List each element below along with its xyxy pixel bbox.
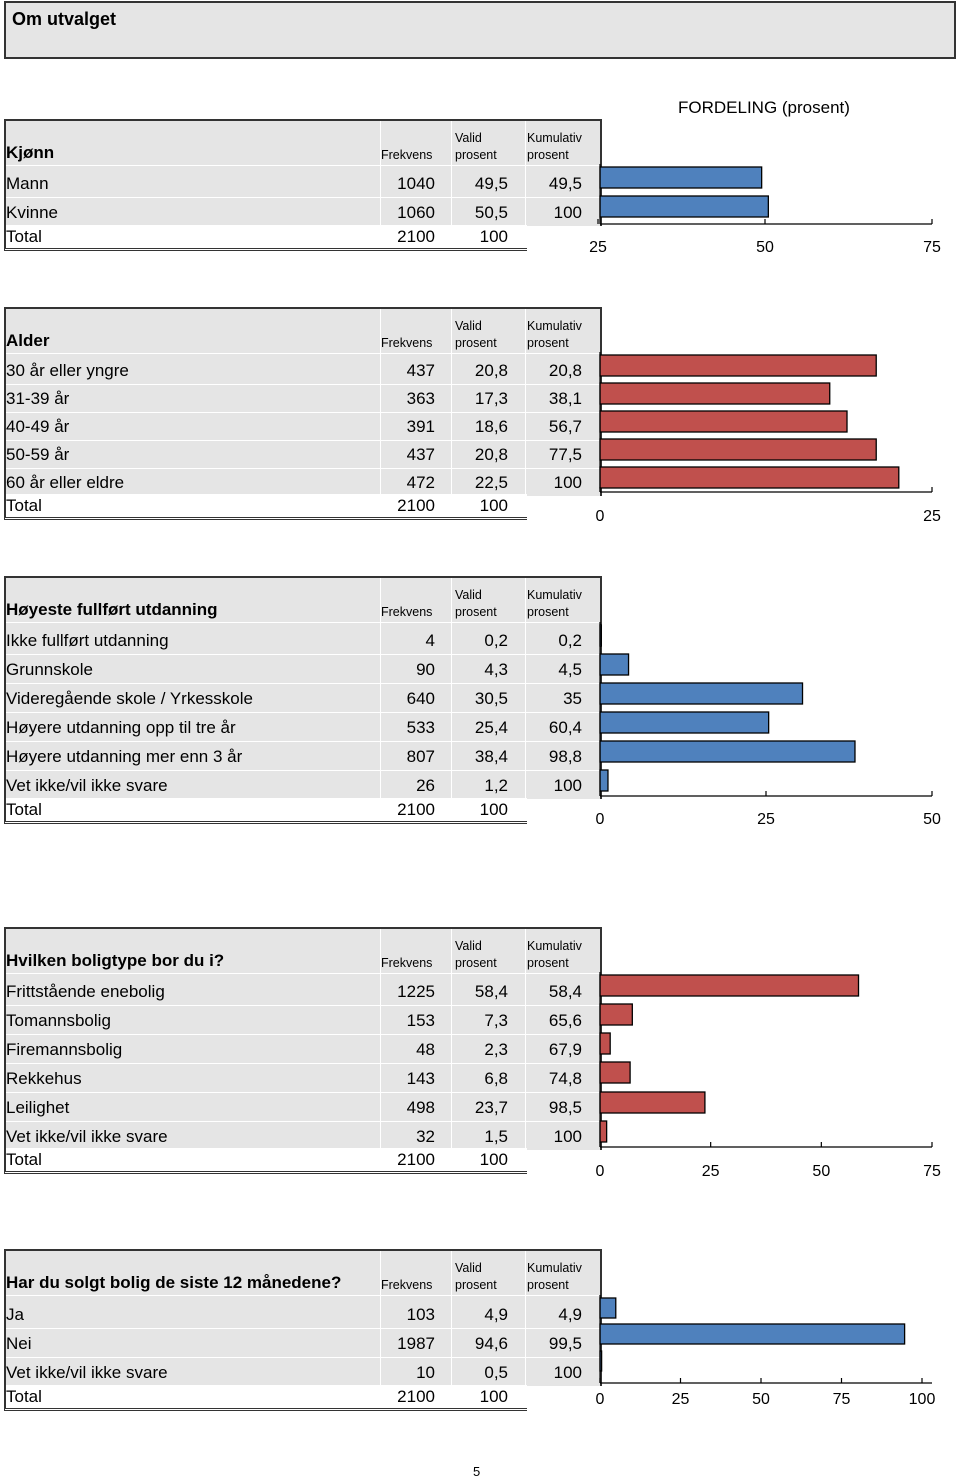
row-valid-prosent: 22,5: [474, 473, 508, 492]
row-frekvens: 90: [416, 660, 435, 679]
row-valid-prosent: 0,2: [484, 631, 508, 650]
total-valid-prosent: 100: [479, 496, 508, 515]
bar: [600, 741, 855, 762]
row-frekvens: 1060: [397, 203, 435, 222]
header-valid-prosent: Valid: [455, 131, 482, 145]
header-kumulativ-prosent: prosent: [527, 1278, 569, 1292]
header-frekvens: Frekvens: [381, 148, 433, 162]
bar: [600, 1004, 632, 1025]
tick-label: 75: [923, 239, 941, 256]
tick-label: 0: [595, 508, 605, 525]
bar: [600, 355, 876, 376]
tick-label: 0: [595, 1391, 605, 1408]
row-divider: [6, 770, 600, 771]
row-label: 50-59 år: [6, 445, 70, 464]
row-divider: [6, 622, 600, 623]
header-valid-prosent: prosent: [455, 148, 497, 162]
row-frekvens: 1040: [397, 174, 435, 193]
header-frekvens: Frekvens: [381, 1278, 433, 1292]
total-row: [4, 225, 527, 251]
total-row: [4, 494, 527, 520]
column-divider: [525, 1251, 526, 1388]
row-divider: [6, 353, 600, 354]
row-label: 30 år eller yngre: [6, 361, 129, 380]
row-label: Nei: [6, 1334, 32, 1353]
total-label: Total: [6, 1387, 42, 1406]
row-frekvens: 807: [406, 747, 435, 766]
row-valid-prosent: 38,4: [474, 747, 508, 766]
row-divider: [6, 440, 600, 441]
tick-label: 25: [757, 811, 775, 828]
row-label: Frittstående enebolig: [6, 982, 165, 1001]
total-valid-prosent: 100: [479, 227, 508, 246]
bar: [600, 411, 847, 432]
tick-label: 25: [589, 239, 607, 256]
total-row: [4, 1148, 527, 1174]
row-kumulativ-prosent: 38,1: [548, 389, 582, 408]
column-divider: [525, 929, 526, 1152]
row-kumulativ-prosent: 56,7: [548, 417, 582, 436]
row-divider: [6, 197, 600, 198]
row-kumulativ-prosent: 99,5: [548, 1334, 582, 1353]
row-divider: [6, 973, 600, 974]
bar: [600, 683, 803, 704]
column-divider: [525, 121, 526, 228]
row-frekvens: 32: [416, 1127, 435, 1146]
row-frekvens: 437: [406, 361, 435, 380]
row-label: Tomannsbolig: [6, 1011, 111, 1030]
row-kumulativ-prosent: 98,8: [548, 747, 582, 766]
row-valid-prosent: 58,4: [474, 982, 508, 1001]
header-kumulativ-prosent: prosent: [527, 336, 569, 350]
column-divider: [451, 578, 452, 801]
row-valid-prosent: 2,3: [484, 1040, 508, 1059]
row-kumulativ-prosent: 65,6: [548, 1011, 582, 1030]
total-frekvens: 2100: [397, 1387, 435, 1406]
header-kumulativ-prosent: Kumulativ: [527, 319, 582, 333]
row-frekvens: 498: [406, 1098, 435, 1117]
header-valid-prosent: Valid: [455, 319, 482, 333]
row-kumulativ-prosent: 4,5: [558, 660, 582, 679]
bar: [600, 712, 769, 733]
bar: [600, 975, 859, 996]
row-kumulativ-prosent: 49,5: [548, 174, 582, 193]
tick-label: 0: [595, 811, 605, 828]
bar: [600, 1092, 705, 1113]
row-divider: [6, 741, 600, 742]
row-kumulativ-prosent: 60,4: [548, 718, 582, 737]
row-kumulativ-prosent: 67,9: [548, 1040, 582, 1059]
row-valid-prosent: 50,5: [474, 203, 508, 222]
header-valid-prosent: prosent: [455, 336, 497, 350]
row-kumulativ-prosent: 100: [553, 1127, 582, 1146]
total-label: Total: [6, 227, 42, 246]
tick-label: 25: [923, 508, 941, 525]
tick-label: 75: [923, 1163, 941, 1180]
row-divider: [6, 165, 600, 166]
header-frekvens: Frekvens: [381, 336, 433, 350]
row-label: Vet ikke/vil ikke svare: [6, 1127, 168, 1146]
header-valid-prosent: prosent: [455, 605, 497, 619]
row-divider: [6, 384, 600, 385]
header-kumulativ-prosent: Kumulativ: [527, 939, 582, 953]
tick-label: 75: [832, 1391, 851, 1408]
column-divider: [380, 121, 381, 228]
row-divider: [6, 1328, 600, 1329]
row-valid-prosent: 49,5: [474, 174, 508, 193]
page-title: Om utvalget: [12, 9, 117, 29]
bar: [600, 167, 762, 188]
row-valid-prosent: 20,8: [474, 445, 508, 464]
section-title: Har du solgt bolig de siste 12 månedene?: [6, 1273, 342, 1292]
column-divider: [451, 1251, 452, 1388]
row-label: Firemannsbolig: [6, 1040, 123, 1059]
row-kumulativ-prosent: 100: [553, 473, 582, 492]
header-valid-prosent: Valid: [455, 588, 482, 602]
row-valid-prosent: 0,5: [484, 1363, 508, 1382]
row-kumulativ-prosent: 100: [553, 203, 582, 222]
row-kumulativ-prosent: 4,9: [558, 1305, 582, 1324]
header-valid-prosent: prosent: [455, 1278, 497, 1292]
row-valid-prosent: 17,3: [474, 389, 508, 408]
row-frekvens: 103: [406, 1305, 435, 1324]
row-label: Vet ikke/vil ikke svare: [6, 776, 168, 795]
row-valid-prosent: 1,5: [484, 1127, 508, 1146]
row-label: 60 år eller eldre: [6, 473, 125, 492]
tick-label: 50: [923, 811, 941, 828]
total-frekvens: 2100: [397, 1150, 435, 1169]
section-title: Hvilken boligtype bor du i?: [6, 951, 225, 970]
header-kumulativ-prosent: prosent: [527, 148, 569, 162]
header-kumulativ-prosent: Kumulativ: [527, 131, 582, 145]
bar: [600, 467, 899, 488]
row-frekvens: 26: [416, 776, 435, 795]
frequency-table: [4, 307, 602, 496]
total-label: Total: [6, 496, 42, 515]
total-label: Total: [6, 800, 42, 819]
header-kumulativ-prosent: Kumulativ: [527, 588, 582, 602]
row-frekvens: 1987: [397, 1334, 435, 1353]
section-title: Høyeste fullført utdanning: [6, 600, 218, 619]
row-kumulativ-prosent: 77,5: [548, 445, 582, 464]
tick-label: 50: [756, 239, 774, 256]
row-divider: [6, 1063, 600, 1064]
column-divider: [525, 309, 526, 498]
row-valid-prosent: 6,8: [484, 1069, 508, 1088]
row-frekvens: 533: [406, 718, 435, 737]
frequency-table: [4, 119, 602, 226]
row-label: 40-49 år: [6, 417, 70, 436]
total-valid-prosent: 100: [479, 800, 508, 819]
row-divider: [6, 712, 600, 713]
row-frekvens: 640: [406, 689, 435, 708]
column-divider: [451, 309, 452, 498]
row-frekvens: 10: [416, 1363, 435, 1382]
row-valid-prosent: 94,6: [474, 1334, 508, 1353]
row-label: Høyere utdanning mer enn 3 år: [6, 747, 243, 766]
row-label: Mann: [6, 174, 49, 193]
row-kumulativ-prosent: 100: [553, 1363, 582, 1382]
total-frekvens: 2100: [397, 496, 435, 515]
row-valid-prosent: 20,8: [474, 361, 508, 380]
tick-label: 100: [908, 1391, 936, 1408]
bar: [600, 1298, 616, 1318]
bar: [600, 1324, 905, 1344]
bar: [600, 383, 830, 404]
row-label: Ja: [6, 1305, 24, 1324]
row-kumulativ-prosent: 35: [563, 689, 582, 708]
row-divider: [6, 683, 600, 684]
tick-label: 25: [701, 1163, 720, 1180]
column-divider: [380, 1251, 381, 1388]
header-kumulativ-prosent: Kumulativ: [527, 1261, 582, 1275]
row-label: Grunnskole: [6, 660, 93, 679]
bar: [600, 1062, 630, 1083]
section-title: Alder: [6, 331, 50, 350]
header-kumulativ-prosent: prosent: [527, 956, 569, 970]
tick-label: 50: [752, 1391, 770, 1408]
row-label: Leilighet: [6, 1098, 70, 1117]
row-divider: [6, 1357, 600, 1358]
row-label: Ikke fullført utdanning: [6, 631, 169, 650]
row-valid-prosent: 30,5: [474, 689, 508, 708]
row-divider: [6, 468, 600, 469]
row-kumulativ-prosent: 0,2: [558, 631, 582, 650]
row-kumulativ-prosent: 20,8: [548, 361, 582, 380]
header-valid-prosent: Valid: [455, 1261, 482, 1275]
row-valid-prosent: 4,3: [484, 660, 508, 679]
row-frekvens: 391: [406, 417, 435, 436]
chart-heading: FORDELING (prosent): [678, 98, 850, 117]
column-divider: [451, 929, 452, 1152]
row-frekvens: 143: [406, 1069, 435, 1088]
row-valid-prosent: 1,2: [484, 776, 508, 795]
header-kumulativ-prosent: prosent: [527, 605, 569, 619]
section-title: Kjønn: [6, 143, 55, 162]
tick-label: 0: [595, 1163, 605, 1180]
total-valid-prosent: 100: [479, 1387, 508, 1406]
row-frekvens: 48: [416, 1040, 435, 1059]
column-divider: [451, 121, 452, 228]
row-frekvens: 472: [406, 473, 435, 492]
column-divider: [525, 578, 526, 801]
bar: [600, 654, 629, 675]
row-label: Kvinne: [6, 203, 58, 222]
total-frekvens: 2100: [397, 800, 435, 819]
header-valid-prosent: Valid: [455, 939, 482, 953]
row-frekvens: 437: [406, 445, 435, 464]
total-row: [4, 798, 527, 824]
row-divider: [6, 1295, 600, 1296]
row-valid-prosent: 7,3: [484, 1011, 508, 1030]
row-divider: [6, 654, 600, 655]
row-frekvens: 1225: [397, 982, 435, 1001]
page-number: 5: [473, 1464, 481, 1479]
row-divider: [6, 1121, 600, 1122]
total-row: [4, 1385, 527, 1411]
tick-label: 25: [671, 1391, 690, 1408]
total-label: Total: [6, 1150, 42, 1169]
row-divider: [6, 1034, 600, 1035]
total-frekvens: 2100: [397, 227, 435, 246]
total-valid-prosent: 100: [479, 1150, 508, 1169]
row-divider: [6, 1092, 600, 1093]
row-kumulativ-prosent: 58,4: [548, 982, 582, 1001]
row-frekvens: 363: [406, 389, 435, 408]
row-divider: [6, 1005, 600, 1006]
row-valid-prosent: 4,9: [484, 1305, 508, 1324]
page-header: [4, 1, 956, 59]
header-frekvens: Frekvens: [381, 956, 433, 970]
row-valid-prosent: 25,4: [474, 718, 508, 737]
row-divider: [6, 412, 600, 413]
row-frekvens: 153: [406, 1011, 435, 1030]
header-frekvens: Frekvens: [381, 605, 433, 619]
row-kumulativ-prosent: 74,8: [548, 1069, 582, 1088]
bar: [600, 439, 876, 460]
row-label: Rekkehus: [6, 1069, 82, 1088]
row-kumulativ-prosent: 100: [553, 776, 582, 795]
header-valid-prosent: prosent: [455, 956, 497, 970]
row-label: Vet ikke/vil ikke svare: [6, 1363, 168, 1382]
row-valid-prosent: 23,7: [474, 1098, 508, 1117]
tick-label: 50: [812, 1163, 831, 1180]
row-frekvens: 4: [425, 631, 435, 650]
bar: [600, 196, 768, 217]
row-valid-prosent: 18,6: [474, 417, 508, 436]
row-kumulativ-prosent: 98,5: [548, 1098, 582, 1117]
row-label: Videregående skole / Yrkesskole: [6, 689, 253, 708]
row-label: Høyere utdanning opp til tre år: [6, 718, 236, 737]
row-label: 31-39 år: [6, 389, 70, 408]
